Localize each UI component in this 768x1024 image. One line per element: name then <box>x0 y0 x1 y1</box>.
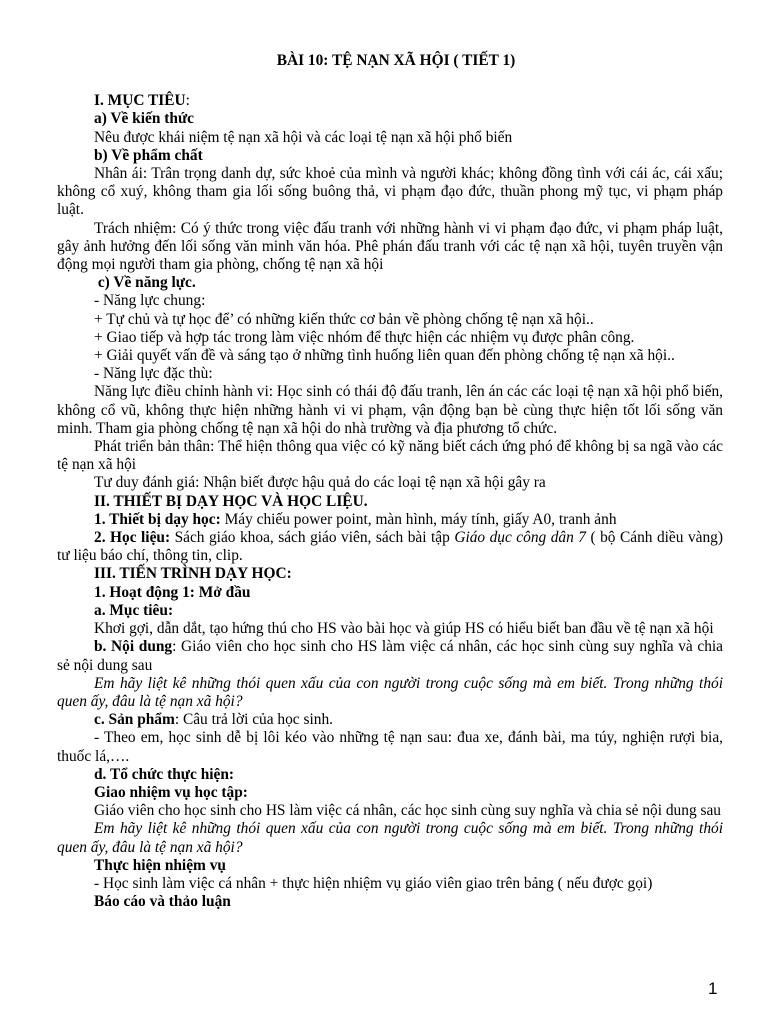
assign-task-text: Giáo viên cho học sinh cho HS làm việc cá nhân, các học sinh cùng suy nghĩa và chia sẻ nội dung sau <box>94 802 722 820</box>
activity-content-text: : Giáo viên cho học sinh cho HS làm việc cá nhân, các học sinh cùng suy nghĩa và chia sẻ nội dung sau <box>57 638 724 674</box>
objectives-heading-colon: : <box>185 92 190 110</box>
section-heading-equipment: II. THIẾT BỊ DẠY HỌC VÀ HỌC LIỆU. <box>94 492 368 510</box>
general-competence-item: + Giao tiếp và hợp tác trong làm việc nhóm để thực hiện các nhiệm vụ được phân công. <box>94 328 635 346</box>
objectives-heading-text: I. MỤC TIÊU <box>94 92 186 110</box>
activity-objective-text: Khơi gợi, dẫn dắt, tạo hứng thú cho HS vào bài học và giúp HS có hiểu biết ban đầu về tệ nạn xã hội <box>94 620 714 638</box>
assign-task-question: Em hãy liệt kê những thói quen xấu của con người trong cuộc sống mà em biết. Trong những thói quen ấy, đâu là tệ nạn xã hội? <box>57 820 723 856</box>
specific-competence-development: Phát triển bản thân: Thể hiện thông qua việc có kỹ năng biết cách ứng phó để không bị sa ngã vào các tệ nạn xã hội <box>57 438 723 474</box>
page-number: 1 <box>708 979 718 998</box>
activity-question: Em hãy liệt kê những thói quen xấu của con người trong cuộc sống mà em biết. Trong những thói quen ấy, đâu là tệ nạn xã hội? <box>57 674 723 710</box>
general-competence-item: + Tự chủ và tự học để’ có những kiến thức cơ bản về phòng chống tệ nạn xã hội.. <box>94 310 594 328</box>
equipment-item <box>57 511 723 529</box>
section-heading-process: III. TIẾN TRÌNH DẠY HỌC: <box>94 565 292 583</box>
activity-heading: 1. Hoạt động 1: Mở đầu <box>94 583 251 601</box>
materials-label: 2. Học liệu: <box>94 529 171 547</box>
assign-task-heading: Giao nhiệm vụ học tập: <box>94 783 248 801</box>
activity-product-answer: - Theo em, học sinh dễ bị lôi kéo vào những tệ nạn sau: đua xe, đánh bài, ma túy, nghiện rượi bia, thuốc lá,…. <box>57 729 723 765</box>
lesson-title: BÀI 10: TỆ NẠN XÃ HỘI ( TIẾT 1) <box>276 52 516 69</box>
qualities-heading: b) Về phẩm chất <box>94 146 203 164</box>
materials-text-cont: ( bộ Cánh diều vàng) tư liệu báo chí, thông tin, clip. <box>57 529 723 565</box>
specific-competence-label: - Năng lực đặc thù: <box>94 365 213 383</box>
activity-product <box>57 711 723 729</box>
specific-competence-thinking: Tư duy đánh giá: Nhận biết được hậu quả do các loại tệ nạn xã hội gây ra <box>94 474 546 492</box>
qualities-responsibility: Trách nhiệm: Có ý thức trong việc đấu tranh với những hành vi vi phạm đạo đức, vi phạm pháp luật, gây ảnh hưởng đến lối sống văn minh văn hóa. Phê phán đấu tranh với các tệ nạn xã hội, tuyên truyền vận động mọi người tham gia phòng, chống tệ nạn xã hội <box>57 219 723 274</box>
activity-content-label: b. Nội dung <box>94 638 173 656</box>
activity-objective-heading: a. Mục tiêu: <box>94 601 174 619</box>
materials-item <box>57 529 723 565</box>
materials-text: Sách giáo khoa, sách giáo viên, sách bài tập <box>170 529 455 547</box>
activity-product-text: : Câu trả lời của học sinh. <box>174 711 333 729</box>
perform-task-text: - Học sinh làm việc cá nhân + thực hiện nhiệm vụ giáo viên giao trên bảng ( nếu được gọi) <box>94 874 653 892</box>
equipment-label: 1. Thiết bị dạy học: <box>94 510 221 528</box>
activity-content <box>57 638 723 674</box>
report-discussion-heading: Báo cáo và thảo luận <box>94 893 231 911</box>
document-body <box>57 52 723 911</box>
perform-task-heading: Thực hiện nhiệm vụ <box>94 856 226 874</box>
knowledge-text: Nêu được khái niệm tệ nạn xã hội và các loại tệ nạn xã hội phổ biến <box>94 128 513 146</box>
equipment-text: Máy chiếu power point, màn hình, máy tính, giấy A0, tranh ảnh <box>220 510 617 528</box>
general-competence-label: - Năng lực chung: <box>94 292 206 310</box>
materials-book-title: Giáo dục công dân 7 <box>454 529 586 547</box>
specific-competence-behavior: Năng lực điều chỉnh hành vi: Học sinh có thái độ đấu tranh, lên án các các loại tệ nạn xã hội phổ biến, không cổ vũ, không thực hiện những hành vi vi phạm, vận động bạn bè cùng thực hiện tốt lối sống văn minh. Tham gia phòng chống tệ nạn xã hội do nhà trường và địa phương tổ chức. <box>57 383 723 437</box>
section-heading-objectives <box>57 92 723 110</box>
activity-product-label: c. Sản phẩm <box>94 711 175 729</box>
organization-heading: d. Tổ chức thực hiện: <box>94 765 235 783</box>
general-competence-item: + Giải quyết vấn đề và sáng tạo ở những tình huống liên quan đến phòng chống tệ nạn xã hội.. <box>94 347 675 365</box>
competence-heading: c) Về năng lực. <box>94 274 196 292</box>
qualities-compassion: Nhân ái: Trân trọng danh dự, sức khoẻ của mình và người khác; không đồng tình với cái ác, cái xấu; không cổ xuý, không tham gia lối sống buông thả, vi phạm đạo đức, thuần phong mỹ tục, vi phạm pháp luật. <box>57 165 723 219</box>
knowledge-heading: a) Về kiến thức <box>94 110 195 128</box>
